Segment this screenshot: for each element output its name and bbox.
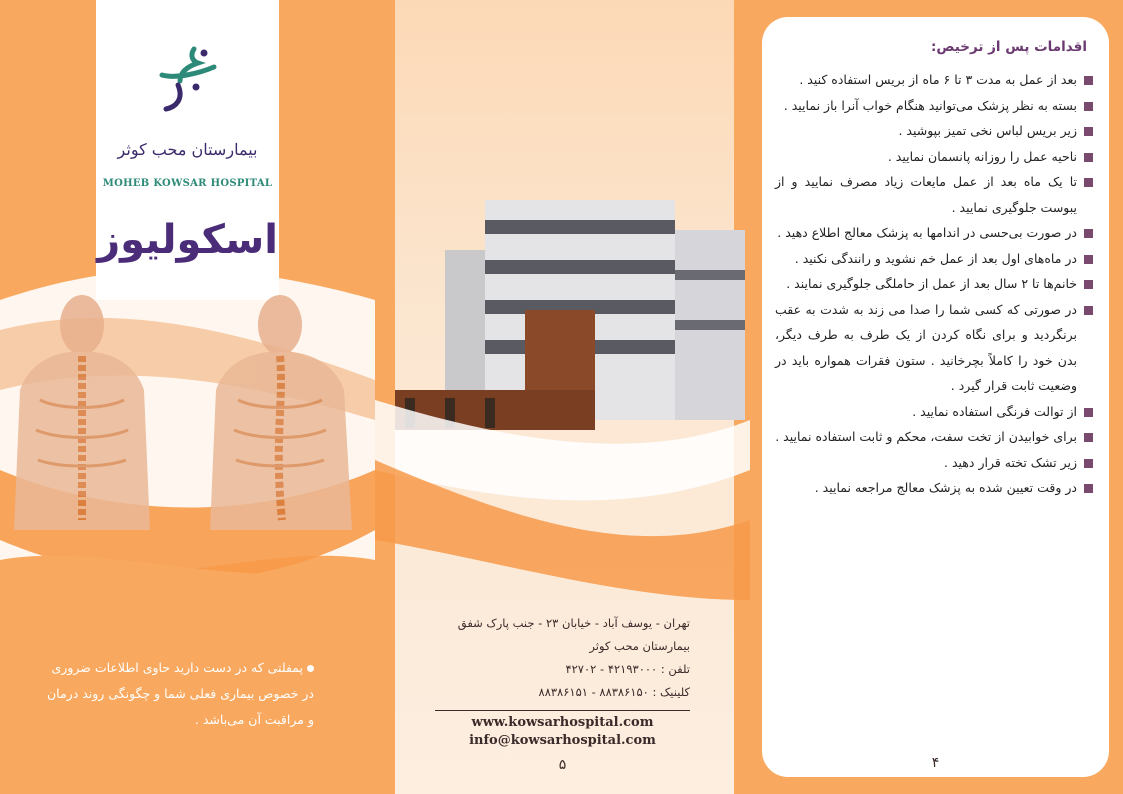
list-item <box>775 399 1093 425</box>
square-bullet-icon <box>1084 76 1093 85</box>
phone-line: تلفن : ۴۲۱۹۳۰۰۰ - ۴۲۷۰۲ <box>565 662 690 676</box>
cover-panel <box>0 0 375 794</box>
hospital-label: بیمارستان محب کوثر <box>589 639 690 653</box>
square-bullet-icon <box>1084 433 1093 442</box>
list-item-text: در وقت تعیین شده به پزشک معالج مراجعه نمایید . <box>814 480 1077 495</box>
square-bullet-icon <box>1084 280 1093 289</box>
contact-address <box>435 612 690 704</box>
list-item-text: از توالت فرنگی استفاده نمایید . <box>912 403 1077 419</box>
instructions-list <box>775 67 1093 501</box>
website-link[interactable]: www.kowsarhospital.com <box>471 715 654 730</box>
list-item-text: در صورت بی‌حسی در اندامها به پزشک معالج اطلاع دهید . <box>777 225 1077 240</box>
list-item <box>775 169 1093 220</box>
square-bullet-icon <box>1084 306 1093 315</box>
square-bullet-icon <box>1084 484 1093 493</box>
list-item <box>775 424 1093 450</box>
list-item-text: ناحیه عمل را روزانه پانسمان نمایید . <box>887 148 1077 164</box>
page-number: ۵ <box>558 757 567 773</box>
square-bullet-icon <box>1084 153 1093 162</box>
hospital-name-fa: بیمارستان محب کوثر <box>117 140 258 159</box>
address-line: تهران - یوسف آباد - خیابان ۲۳ - جنب پارک شفق <box>457 616 690 630</box>
list-item <box>775 93 1093 119</box>
list-item <box>775 246 1093 272</box>
square-bullet-icon <box>1084 229 1093 238</box>
hospital-name-en: MOHEB KOWSAR HOSPITAL <box>102 178 273 189</box>
list-item-text: در صورتی که کسی شما را صدا می زند به شدت به عقب برنگردید و برای نگاه کردن از یک طرف به طرف دیگر، بدن خود را کاملاً بچرخانید . ستون فقرات همواره باید در وضعیت ثابت قرار گیرد . <box>775 301 1077 393</box>
list-item-text: برای خوابیدن از تخت سفت، محکم و ثابت استفاده نمایید . <box>775 429 1077 444</box>
square-bullet-icon <box>1084 459 1093 468</box>
list-item-text: زیر بریس لباس نخی تمیز بپوشید . <box>898 123 1077 138</box>
square-bullet-icon <box>1084 408 1093 417</box>
list-item-text: زیر تشک تخته قرار دهید . <box>944 454 1077 470</box>
list-item <box>775 271 1093 297</box>
bullet-dot-icon <box>307 665 314 672</box>
intro-paragraph: پمفلتی که در دست دارید حاوی اطلاعات ضروری در خصوص بیماری فعلی شما و چگونگی روند درمان و مراقبت آن می‌باشد . <box>46 660 314 727</box>
square-bullet-icon <box>1084 127 1093 136</box>
list-item-text: بسته به نظر پزشک می‌توانید هنگام خواب آنرا باز نمایید . <box>783 97 1077 113</box>
list-item <box>775 450 1093 476</box>
contact-panel <box>375 0 750 794</box>
email-link[interactable]: info@kowsarhospital.com <box>469 733 656 748</box>
intro-text <box>44 655 314 733</box>
instructions-heading: اقدامات پس از ترخیص: <box>930 39 1087 55</box>
page-number: ۴ <box>931 755 940 771</box>
list-item <box>775 67 1093 93</box>
web-contact <box>435 714 690 750</box>
list-item <box>775 144 1093 170</box>
cover-title: اسکولیوز <box>97 217 278 263</box>
list-item-text: خانم‌ها تا ۲ سال بعد از عمل از حاملگی جلوگیری نمایند . <box>786 276 1077 291</box>
spine-back-illustration <box>0 290 375 560</box>
list-item <box>775 475 1093 501</box>
list-item-text: تا یک ماه بعد از عمل مایعات زیاد مصرف نمایید و از یبوست جلوگیری نمایید . <box>775 174 1077 215</box>
list-item-text: در ماه‌های اول بعد از عمل خم نشوید و رانندگی نکنید . <box>794 250 1077 266</box>
square-bullet-icon <box>1084 102 1093 111</box>
square-bullet-icon <box>1084 255 1093 264</box>
list-item-text: بعد از عمل به مدت ۳ تا ۶ ماه از بریس استفاده کنید . <box>799 72 1077 87</box>
square-bullet-icon <box>1084 178 1093 187</box>
contact-divider <box>435 710 690 711</box>
instructions-panel <box>750 0 1123 794</box>
clinic-line: کلینیک : ۸۸۳۸۶۱۵۰ - ۸۸۳۸۶۱۵۱ <box>538 685 690 699</box>
list-item <box>775 297 1093 399</box>
list-item <box>775 220 1093 246</box>
list-item <box>775 118 1093 144</box>
instructions-card <box>762 17 1109 777</box>
